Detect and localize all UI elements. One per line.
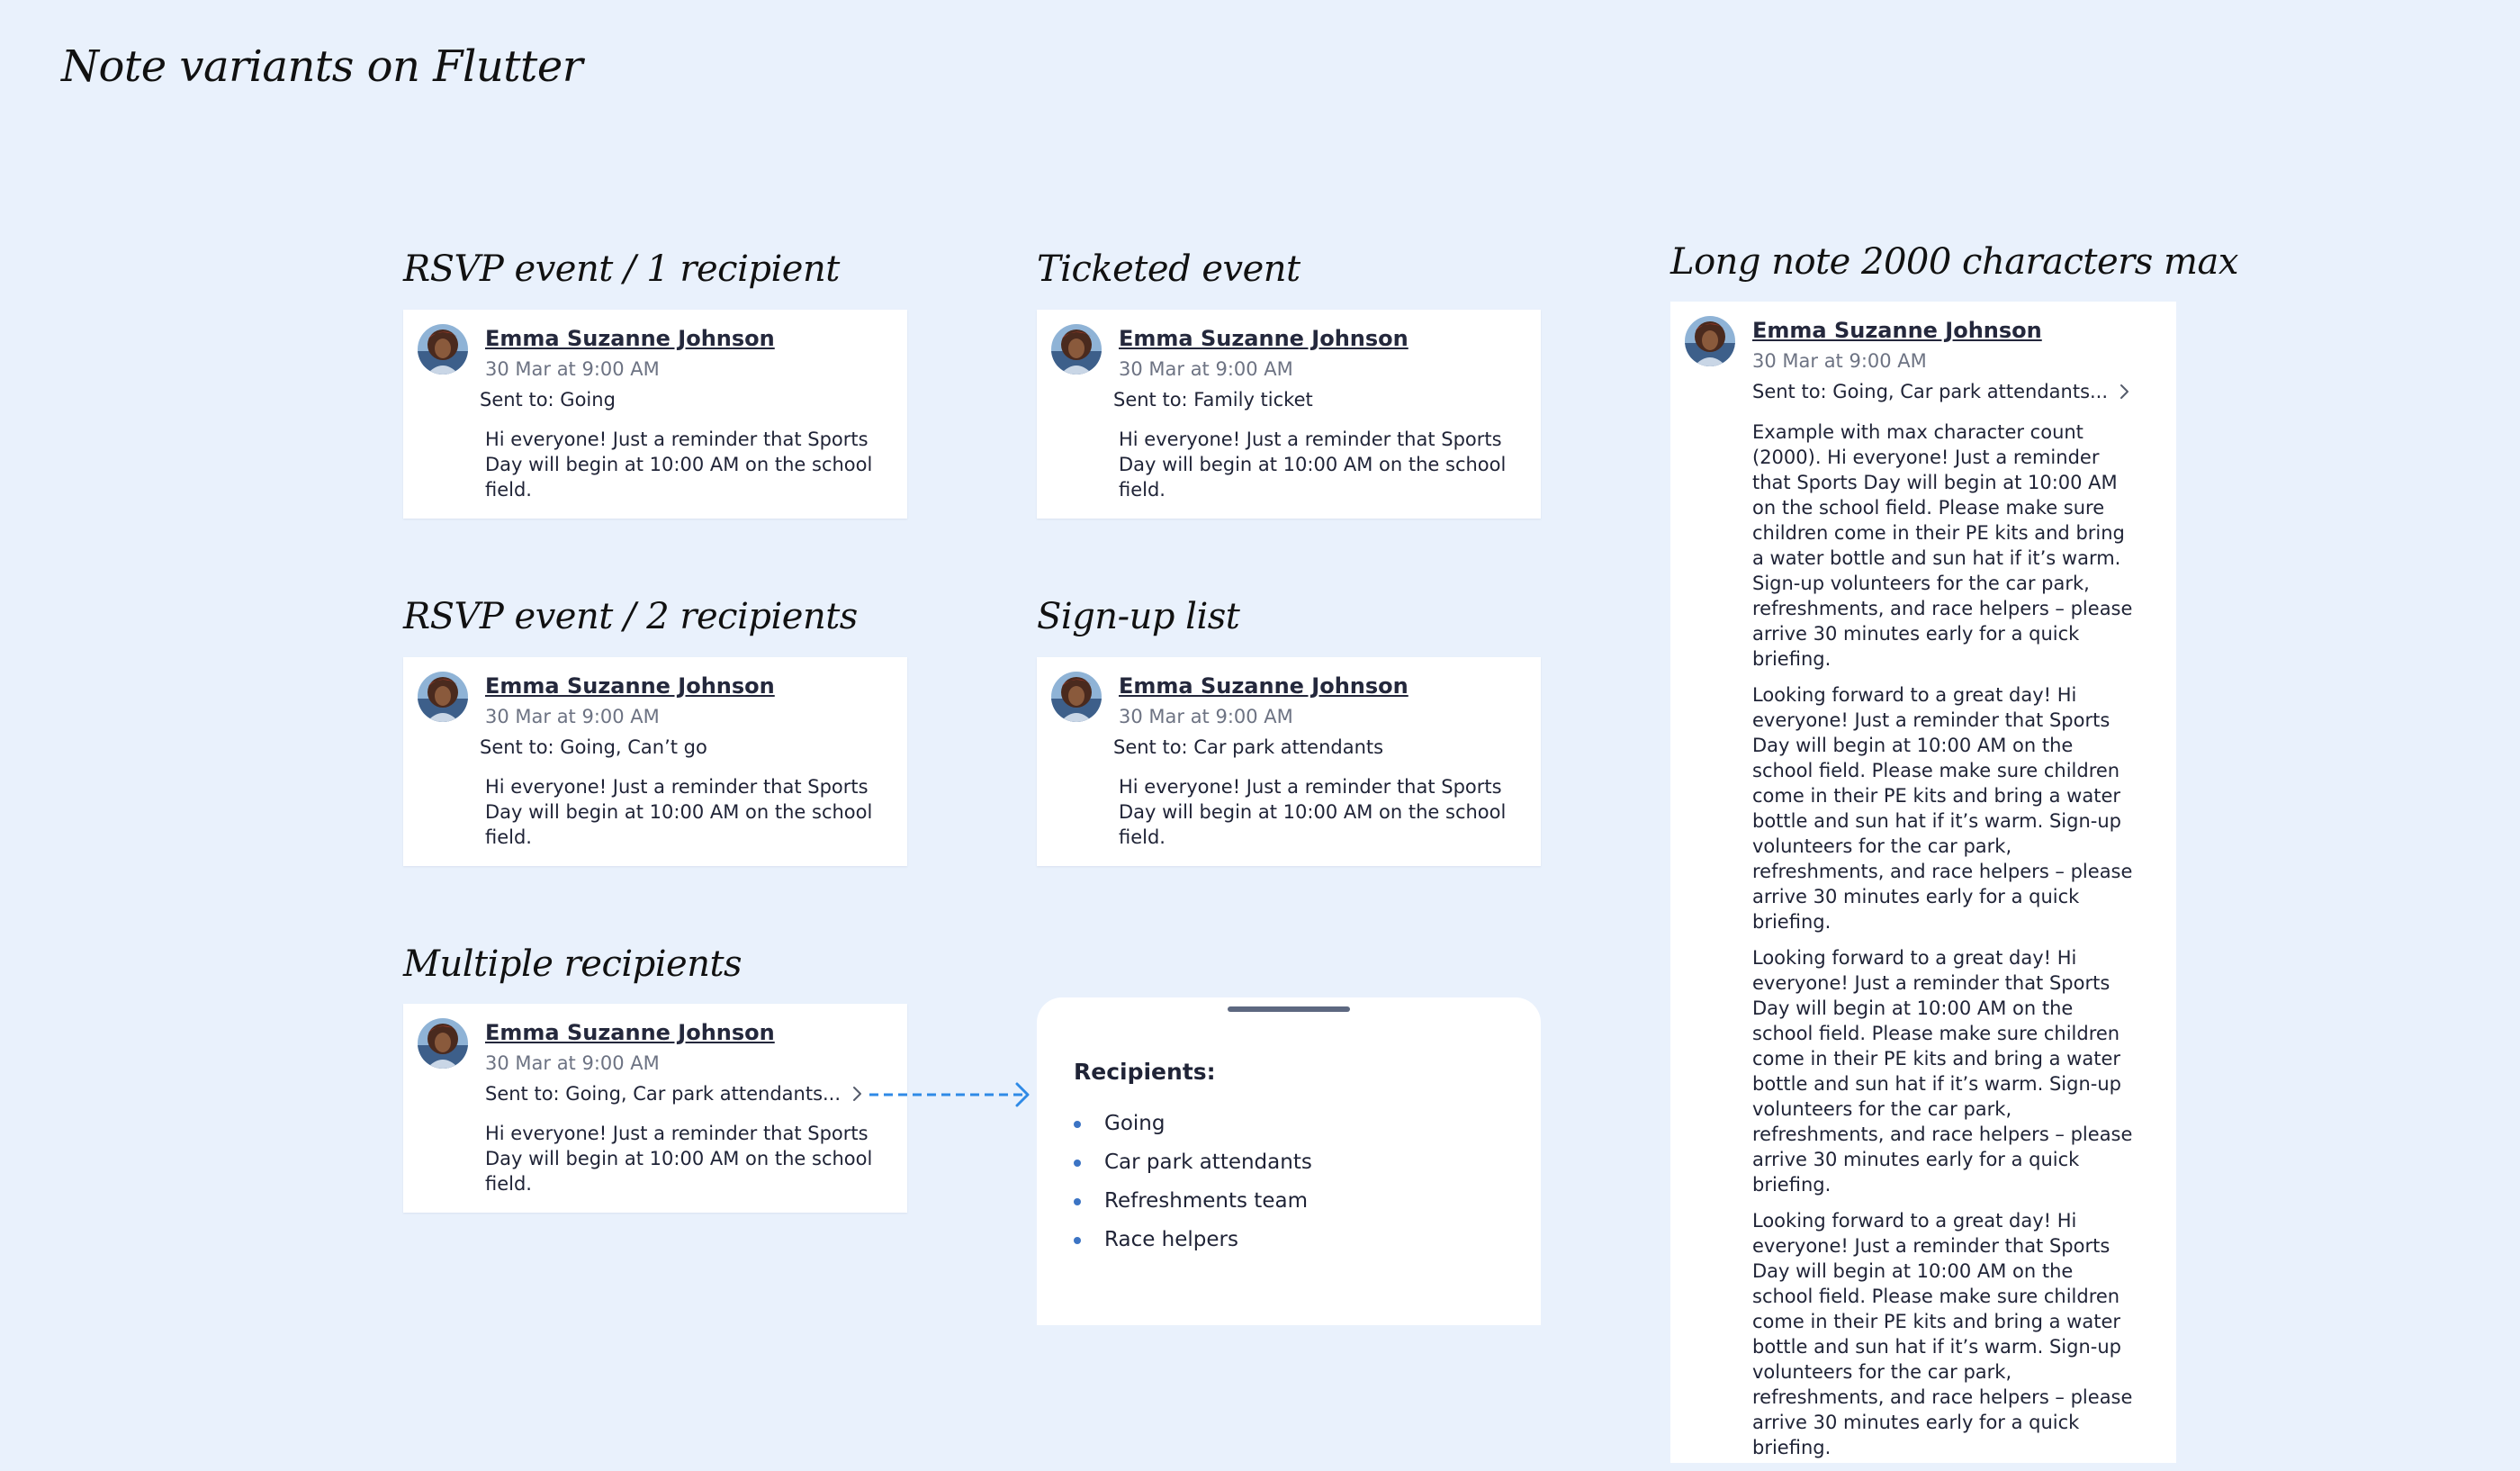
author-name-link[interactable]: Emma Suzanne Johnson [485, 326, 775, 351]
note-paragraph: Looking forward to a great day! Hi everyone! Just a reminder that Sports Day will begin at 10:00 AM on the school field. Please make sure children come in their PE kits and bring a water bottle and sun hat if it’s warm. Sign-up volunteers for the car park, refreshments, and race helpers – please arrive 30 minutes early for a quick briefing. [1752, 1210, 2133, 1458]
author-name-link[interactable]: Emma Suzanne Johnson [1119, 326, 1408, 351]
bullet-icon [1074, 1121, 1081, 1128]
recipients-heading: Recipients: [1074, 1059, 1216, 1085]
recipient-label: Race helpers [1104, 1228, 1238, 1251]
note-card-rsvp-two [403, 657, 907, 866]
section-title-rsvp-two: RSVP event / 2 recipients [403, 596, 858, 637]
avatar [418, 1018, 468, 1069]
note-card-rsvp-one [403, 310, 907, 519]
avatar [418, 672, 468, 722]
sent-to-label: Sent to: Going, Car park attendants... [485, 1083, 842, 1105]
long-note-body [1752, 420, 2139, 1471]
note-date: 30 Mar at 9:00 AM [485, 358, 660, 380]
sent-to-recipients-button[interactable] [1752, 381, 2131, 402]
note-date: 30 Mar at 9:00 AM [1119, 706, 1293, 727]
sent-to-label: Sent to: Going [480, 389, 616, 411]
avatar [1685, 316, 1735, 366]
sent-to-label: Sent to: Going, Car park attendants... [1752, 381, 2109, 402]
recipients-bottom-sheet [1037, 997, 1541, 1325]
sent-to-label: Sent to: Family ticket [1113, 389, 1313, 411]
section-title-signup: Sign-up list [1037, 596, 1240, 637]
avatar [418, 324, 468, 375]
avatar [1051, 324, 1102, 375]
sent-to-recipients-button[interactable] [485, 1083, 864, 1105]
bullet-icon [1074, 1160, 1081, 1167]
note-body: Hi everyone! Just a reminder that Sports Day will begin at 10:00 AM on the school field. [485, 429, 873, 501]
note-body: Hi everyone! Just a reminder that Sports Day will begin at 10:00 AM on the school field. [1119, 776, 1507, 848]
note-card-multiple [403, 1004, 907, 1213]
author-name-link[interactable]: Emma Suzanne Johnson [1119, 673, 1408, 699]
section-title-long-note: Long note 2000 characters max [1670, 241, 2238, 283]
note-date: 30 Mar at 9:00 AM [1752, 350, 1927, 372]
note-date: 30 Mar at 9:00 AM [485, 706, 660, 727]
sent-to-label: Sent to: Car park attendants [1113, 736, 1384, 758]
page-title: Note variants on Flutter [61, 41, 583, 92]
recipient-item[interactable] [1074, 1111, 1312, 1150]
recipient-label: Refreshments team [1104, 1189, 1308, 1213]
note-date: 30 Mar at 9:00 AM [1119, 358, 1293, 380]
note-card-ticketed [1037, 310, 1541, 519]
author-name-link[interactable]: Emma Suzanne Johnson [1752, 318, 2042, 343]
bullet-icon [1074, 1198, 1081, 1205]
note-body: Hi everyone! Just a reminder that Sports Day will begin at 10:00 AM on the school field. [485, 1123, 873, 1195]
note-date: 30 Mar at 9:00 AM [485, 1052, 660, 1074]
note-paragraph: Looking forward to a great day! Hi everyone! Just a reminder that Sports Day will begin at 10:00 AM on the school field. Please make sure children come in their PE kits and bring a water bottle and sun hat if it’s warm. Sign-up volunteers for the car park, refreshments, and race helpers – please arrive 30 minutes early for a quick briefing. [1752, 947, 2133, 1196]
recipient-label: Going [1104, 1112, 1166, 1135]
author-name-link[interactable]: Emma Suzanne Johnson [485, 673, 775, 699]
author-name-link[interactable]: Emma Suzanne Johnson [485, 1020, 775, 1045]
note-body: Hi everyone! Just a reminder that Sports Day will begin at 10:00 AM on the school field. [485, 776, 873, 848]
note-card-signup [1037, 657, 1541, 866]
note-card-long [1670, 302, 2176, 1463]
note-body: Hi everyone! Just a reminder that Sports Day will begin at 10:00 AM on the school field. [1119, 429, 1507, 501]
recipient-label: Car park attendants [1104, 1151, 1312, 1174]
chevron-right-icon [851, 1084, 864, 1104]
note-paragraph: Looking forward to a great day! Hi everyone! Just a reminder that Sports Day will begin at 10:00 AM on the school field. Please make sure children come in their PE kits and bring a water bottle and sun hat if it’s warm. Sign-up volunteers for the car park, refreshments, and race helpers – please arrive 30 minutes early for a quick briefing. [1752, 684, 2133, 933]
dashed-arrow-connector [864, 1078, 1035, 1111]
section-title-ticketed: Ticketed event [1037, 248, 1300, 290]
recipient-item[interactable] [1074, 1227, 1312, 1266]
note-paragraph: Example with max character count (2000). Hi everyone! Just a reminder that Sports Day will begin at 10:00 AM on the school field. Please make sure children come in their PE kits and bring a water bottle and sun hat if it’s warm. Sign-up volunteers for the car park, refreshments, and race helpers – please arrive 30 minutes early for a quick briefing. [1752, 421, 2133, 670]
sent-to-label: Sent to: Going, Can’t go [480, 736, 707, 758]
section-title-rsvp-one: RSVP event / 1 recipient [403, 248, 840, 290]
recipient-item[interactable] [1074, 1150, 1312, 1188]
recipients-list [1074, 1111, 1312, 1266]
chevron-right-icon [2119, 382, 2131, 402]
recipient-item[interactable] [1074, 1188, 1312, 1227]
avatar [1051, 672, 1102, 722]
bullet-icon [1074, 1237, 1081, 1244]
section-title-multiple: Multiple recipients [403, 943, 742, 985]
drag-handle[interactable] [1228, 1006, 1350, 1012]
